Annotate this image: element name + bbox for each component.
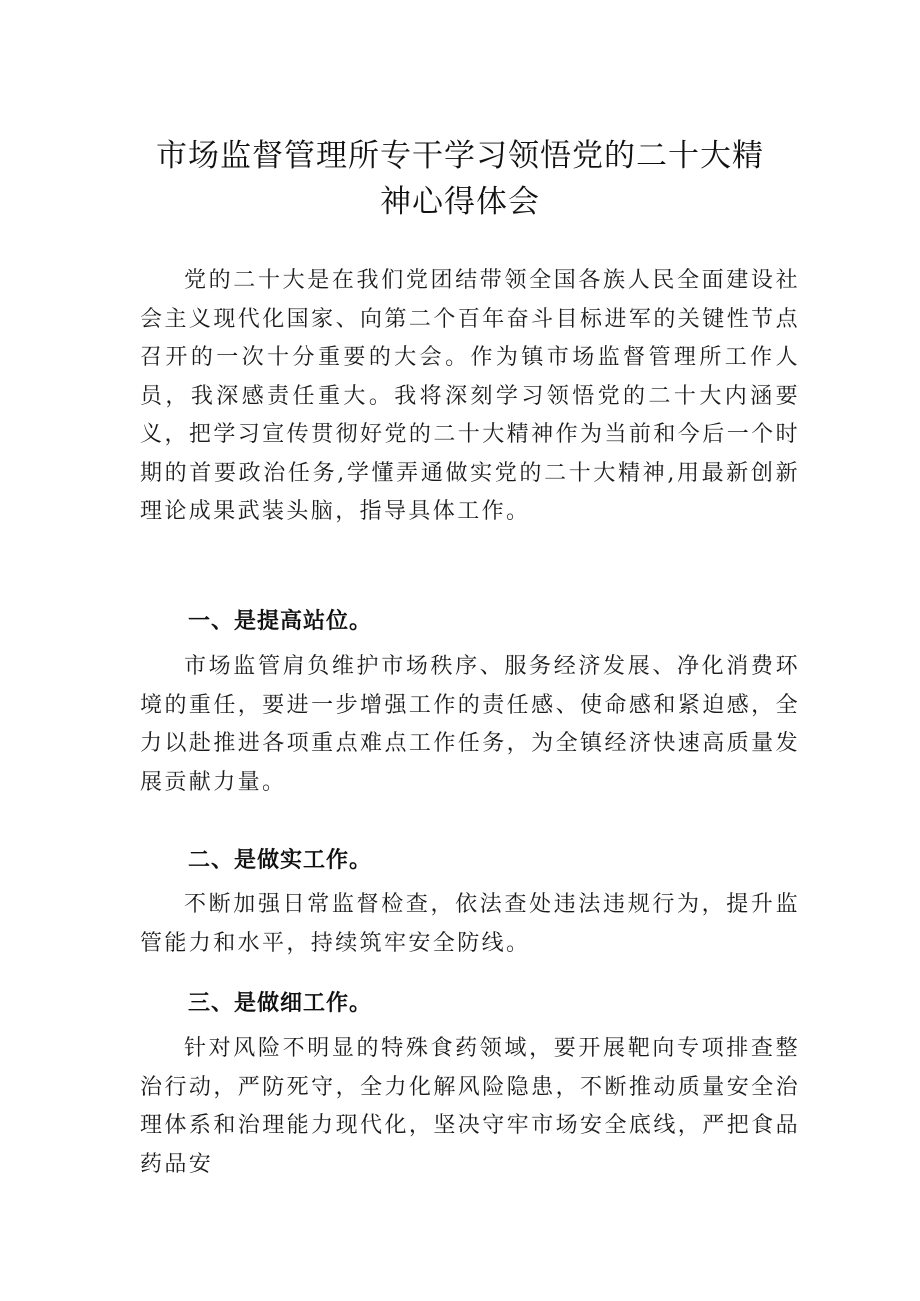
- section-1-heading: 一、是提高站位。: [188, 609, 373, 634]
- section-2-body: 不断加强日常监督检查，依法查处违法违规行为，提升监管能力和水平，持续筑牢安全防线。: [140, 892, 800, 956]
- title-line-1: 市场监督管理所专干学习领悟党的二十大精: [156, 138, 764, 174]
- document-title: [110, 133, 810, 225]
- title-line-2: 神心得体会: [380, 184, 540, 220]
- intro-paragraph: 党的二十大是在我们党团结带领全国各族人民全面建设社会主义现代化国家、向第二个百年奋斗目标进军的关键性节点召开的一次十分重要的大会。作为镇市场监督管理所工作人员，我深感责任重大。我将深刻学习领悟党的二十大内涵要义，把学习宣传贯彻好党的二十大精神作为当前和今后一个时期的首要政治任务,学懂弄通做实党的二十大精神,用最新创新理论成果武装头脑，指导具体工作。: [140, 268, 800, 524]
- section-3-body: 针对风险不明显的特殊食药领域，要开展靶向专项排查整治行动，严防死守，全力化解风险隐患，不断推动质量安全治理体系和治理能力现代化，坚决守牢市场安全底线，严把食品药品安: [140, 1036, 800, 1177]
- section-3-heading: 三、是做细工作。: [188, 991, 373, 1016]
- section-1-body: 市场监管肩负维护市场秩序、服务经济发展、净化消费环境的重任，要进一步增强工作的责任感、使命感和紧迫感，全力以赴推进各项重点难点工作任务，为全镇经济快速高质量发展贡献力量。: [140, 654, 800, 795]
- section-2-heading: 二、是做实工作。: [188, 848, 373, 873]
